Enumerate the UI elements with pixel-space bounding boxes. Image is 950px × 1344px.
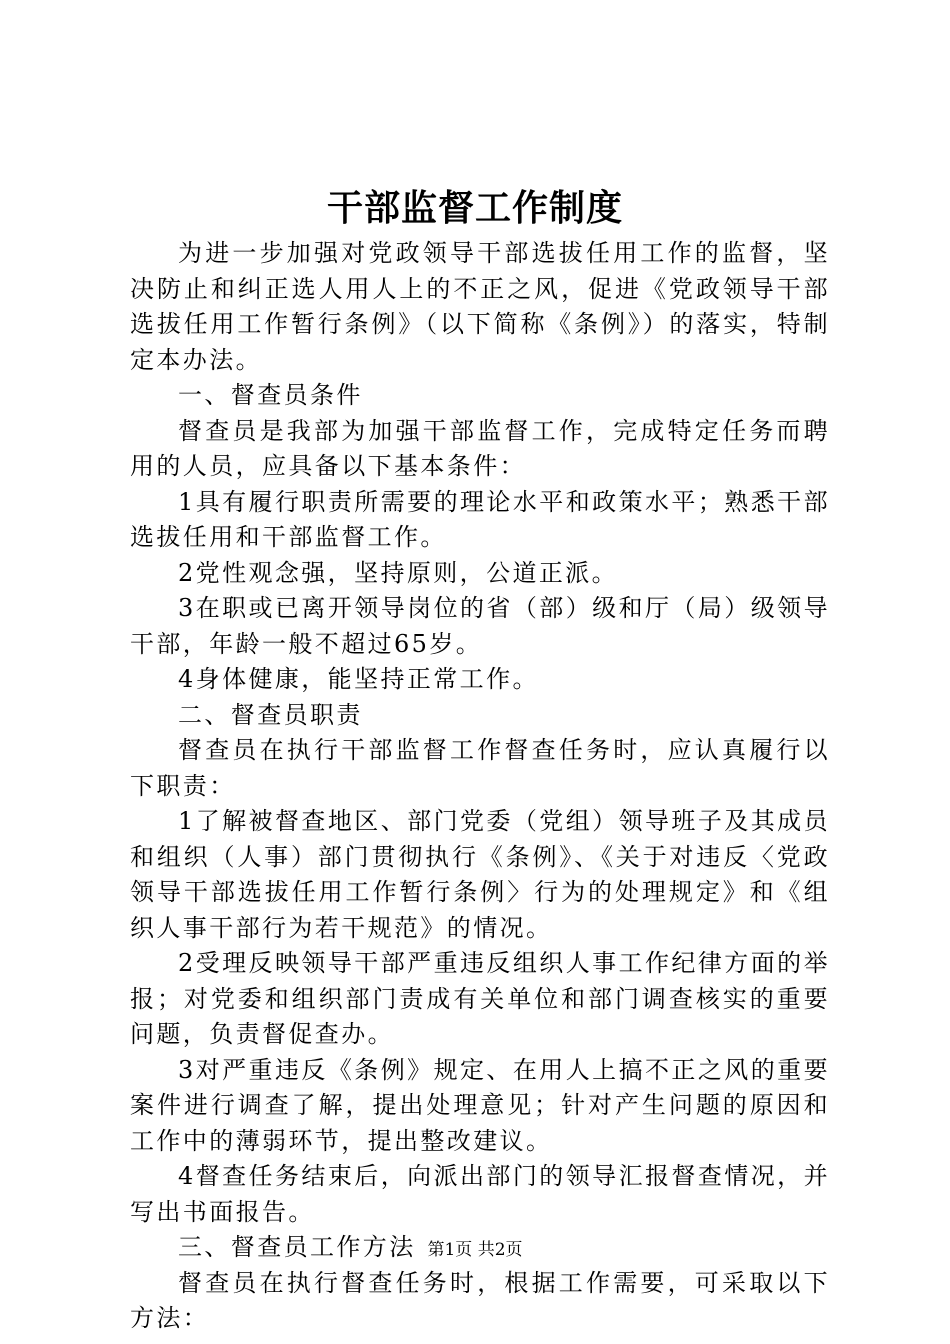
paragraph-intro: 为进一步加强对党政领导干部选拔任用工作的监督，坚决防止和纠正选人用人上的不正之风，促进《党政领导干部选拔任用工作暂行条例》（以下简称《条例》）的落实，特制定本办法。 xyxy=(130,239,830,374)
document-body xyxy=(130,236,830,1337)
list-item: 2受理反映领导干部严重违反组织人事工作纪律方面的举报；对党委和组织部门责成有关单位和部门调查核实的重要问题，负责督促查办。 xyxy=(130,949,830,1048)
section-heading-2: 二、督查员职责 xyxy=(178,700,363,729)
list-item: 4督查任务结束后，向派出部门的领导汇报督查情况，并写出书面报告。 xyxy=(130,1162,830,1226)
list-item: 4身体健康，能坚持正常工作。 xyxy=(178,665,539,693)
page-footer: 第1页 共2页 xyxy=(427,1240,523,1260)
list-item: 2党性观念强，坚持原则，公道正派。 xyxy=(178,558,619,587)
list-item: 1具有履行职责所需要的理论水平和政策水平；熟悉干部选拔任用和干部监督工作。 xyxy=(130,487,830,551)
document-title: 干部监督工作制度 xyxy=(326,187,623,229)
paragraph: 督查员在执行干部监督工作督查任务时，应认真履行以下职责： xyxy=(130,736,830,800)
section-heading-3: 三、督查员工作方法 xyxy=(178,1233,416,1261)
paragraph: 督查员是我部为加强干部监督工作，完成特定任务而聘用的人员，应具备以下基本条件： xyxy=(130,416,830,480)
paragraph: 督查员在执行督查任务时，根据工作需要，可采取以下方法： xyxy=(130,1268,830,1332)
section-heading-1: 一、督查员条件 xyxy=(178,381,363,409)
list-item: 1了解被督查地区、部门党委（党组）领导班子及其成员和组织（人事）部门贯彻执行《条例》、《关于对违反〈党政领导干部选拔任用工作暂行条例〉行为的处理规定》和《组织人事干部行为若干规范》的情况。 xyxy=(130,807,830,942)
list-item: 3对严重违反《条例》规定、在用人上搞不正之风的重要案件进行调查了解，提出处理意见；针对产生问题的原因和工作中的薄弱环节，提出整改建议。 xyxy=(130,1055,830,1155)
list-item: 3在职或已离开领导岗位的省（部）级和厅（局）级领导干部，年龄一般不超过65岁。 xyxy=(130,594,830,658)
